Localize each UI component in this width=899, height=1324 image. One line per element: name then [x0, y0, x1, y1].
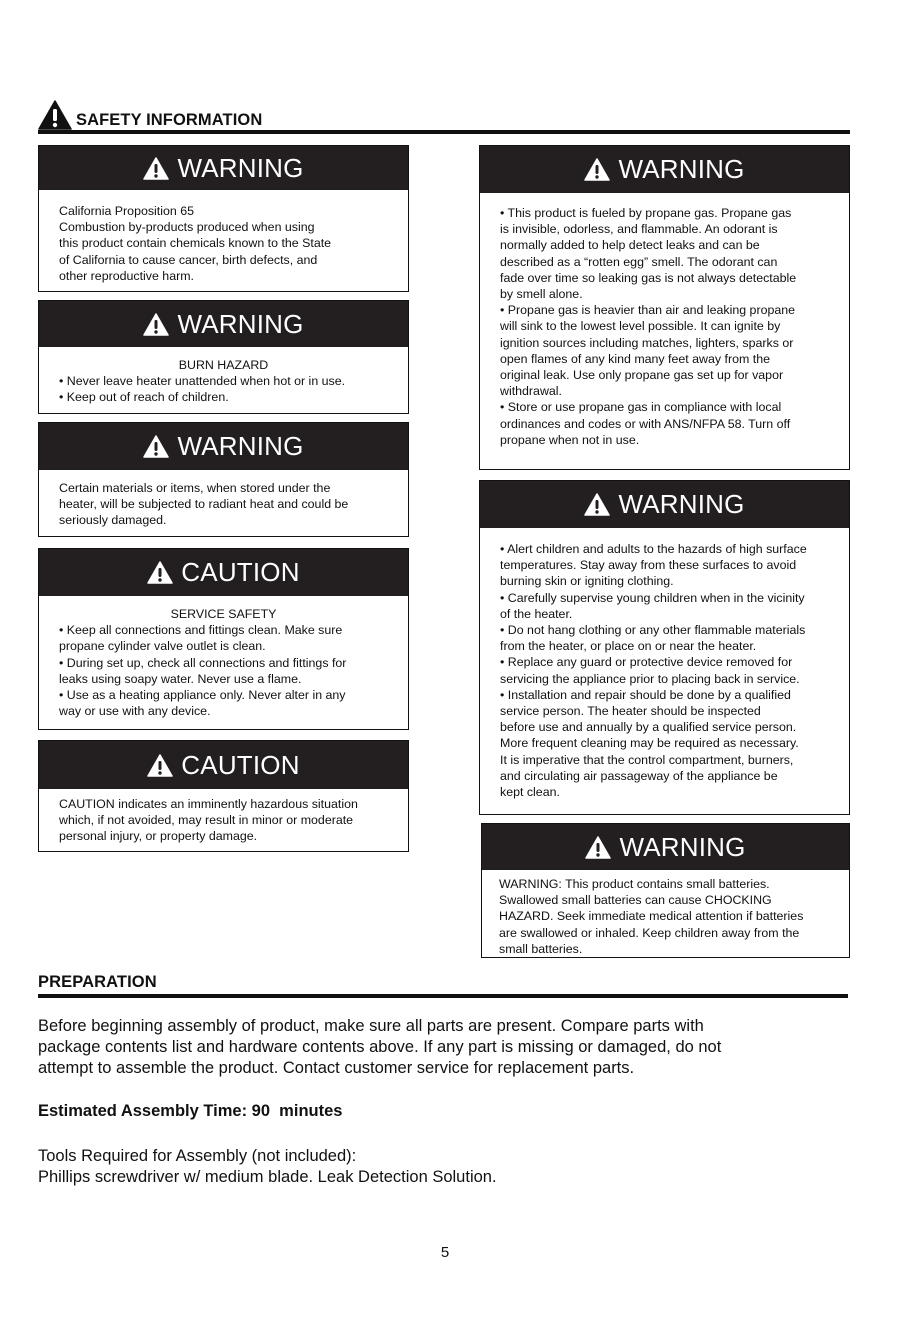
box-heading [39, 741, 408, 789]
warning-triangle-icon [38, 100, 72, 130]
box-line: personal injury, or property damage. [59, 829, 258, 844]
box-heading-text: WARNING [619, 831, 746, 862]
box-line: propane when not in use. [500, 432, 640, 447]
warning-triangle-icon [585, 836, 611, 859]
box-line: way or use with any device. [59, 704, 211, 719]
box-line: • Never leave heater unattended when hot or in use. [59, 374, 346, 389]
paragraph-line: Before beginning assembly of product, make sure all parts are present. Compare parts with [38, 1017, 704, 1035]
box-body [39, 789, 408, 845]
box-line: before use and annually by a qualified service person. [500, 720, 797, 735]
box-line: service person. The heater should be inspected [500, 704, 761, 719]
box-line: normally added to help detect leaks and can be [500, 238, 760, 253]
box-line: and circulating air passageway of the appliance be [500, 768, 778, 783]
box-line: of California to cause cancer, birth defects, and [59, 252, 318, 267]
paragraph-line: Tools Required for Assembly (not included): [38, 1147, 357, 1165]
box-line: ordinances and codes or with ANS/NFPA 58. Turn off [500, 416, 791, 431]
box-line: which, if not avoided, may result in minor or moderate [59, 813, 354, 828]
preparation-title: PREPARATION [38, 973, 157, 991]
box-line: • This product is fueled by propane gas. Propane gas [500, 206, 792, 220]
box-line: leaks using soapy water. Never use a flame. [59, 671, 302, 686]
box-line: • Propane gas is heavier than air and leaking propane [500, 303, 796, 318]
box-line: • Installation and repair should be done by a qualified [500, 687, 791, 702]
box-subtitle: BURN HAZARD [178, 358, 269, 372]
box-heading [480, 481, 849, 528]
box-line: • Do not hang clothing or any other flammable materials [500, 623, 806, 638]
warning-triangle-icon [584, 158, 610, 181]
box-line: from the heater, or place on or near the heater. [500, 639, 757, 654]
box-line: is invisible, odorless, and flammable. An odorant is [500, 222, 778, 237]
box-heading-text: CAUTION [181, 749, 300, 780]
safety-section-title: SAFETY INFORMATION [76, 110, 263, 129]
box-line: Swallowed small batteries can cause CHOCKING [499, 893, 772, 908]
box-line: withdrawal. [500, 384, 562, 399]
box-line: HAZARD. Seek immediate medical attention if batteries [499, 909, 804, 924]
caution-box-definition [38, 740, 409, 852]
box-heading [39, 301, 408, 347]
warning-triangle-icon [147, 561, 173, 584]
safety-section-header [38, 100, 262, 130]
box-line: are swallowed or inhaled. Keep children away from the [499, 925, 800, 940]
box-heading [39, 146, 408, 190]
box-line: other reproductive harm. [59, 268, 194, 283]
box-line: • Store or use propane gas in compliance with local [500, 400, 782, 415]
box-heading-text: CAUTION [181, 557, 300, 587]
box-line: open flames of any kind many feet away from the [500, 351, 770, 366]
box-line: of the heater. [500, 606, 573, 621]
warning-box-burn-hazard [38, 300, 409, 414]
box-heading-text: WARNING [177, 152, 304, 183]
box-line: ignition sources including matches, lighters, sparks or [500, 335, 794, 350]
box-heading [39, 423, 408, 470]
warning-triangle-icon [147, 754, 173, 777]
tools-required [38, 1146, 858, 1188]
box-line: • During set up, check all connections and fittings for [59, 655, 347, 670]
box-line: • Keep out of reach of children. [59, 390, 229, 405]
box-body [39, 347, 408, 406]
box-line: • Keep all connections and fittings clean. Make sure [59, 623, 343, 638]
paragraph-line: Phillips screwdriver w/ medium blade. Leak Detection Solution. [38, 1168, 497, 1186]
warning-triangle-icon [584, 493, 610, 516]
box-line: Combustion by-products produced when using [59, 220, 315, 235]
paragraph-line: attempt to assemble the product. Contact customer service for replacement parts. [38, 1059, 635, 1077]
box-line: burning skin or igniting clothing. [500, 574, 674, 589]
warning-triangle-icon [143, 435, 169, 458]
box-line: CAUTION indicates an imminently hazardous situation [59, 797, 358, 811]
box-line: • Carefully supervise young children when in the vicinity [500, 590, 805, 605]
box-body [480, 528, 849, 800]
box-line: seriously damaged. [59, 513, 167, 528]
box-line: California Proposition 65 [59, 204, 194, 218]
box-heading [482, 824, 849, 870]
box-heading-text: WARNING [177, 308, 304, 339]
box-subtitle: SERVICE SAFETY [170, 607, 277, 621]
warning-box-prop65 [38, 145, 409, 292]
warning-box-surface-hazards [479, 480, 850, 815]
box-heading-text: WARNING [177, 431, 304, 461]
box-line: • Alert children and adults to the hazards of high surface [500, 542, 807, 556]
box-line: described as a “rotten egg” smell. The odorant can [500, 254, 778, 269]
assembly-time: Estimated Assembly Time: 90 minutes [38, 1102, 343, 1120]
box-body [39, 190, 408, 284]
box-line: this product contain chemicals known to the State [59, 236, 332, 251]
box-line: temperatures. Stay away from these surfaces to avoid [500, 558, 797, 573]
box-line: kept clean. [500, 785, 560, 800]
box-heading-text: WARNING [618, 154, 745, 184]
paragraph-line: package contents list and hardware contents above. If any part is missing or damaged, do not [38, 1038, 722, 1056]
warning-box-propane [479, 145, 850, 470]
box-line: servicing the appliance prior to placing back in service. [500, 671, 800, 686]
box-line: Certain materials or items, when stored under the [59, 481, 331, 495]
box-body [482, 870, 849, 957]
box-line: It is imperative that the control compartment, burners, [500, 752, 794, 767]
box-line: heater, will be subjected to radiant heat and could be [59, 497, 349, 512]
box-line: • Use as a heating appliance only. Never alter in any [59, 688, 346, 703]
box-line: by smell alone. [500, 287, 583, 302]
warning-box-batteries [481, 823, 850, 958]
box-line: More frequent cleaning may be required as necessary. [500, 736, 799, 751]
box-line: • Replace any guard or protective device removed for [500, 655, 793, 670]
box-line: propane cylinder valve outlet is clean. [59, 639, 266, 654]
box-line: fade over time so leaking gas is not always detectable [500, 270, 797, 285]
box-body [480, 193, 849, 448]
box-line: small batteries. [499, 941, 583, 956]
page-number: 5 [440, 1244, 450, 1261]
box-body [39, 470, 408, 529]
box-line: WARNING: This product contains small batteries. [499, 877, 770, 891]
caution-box-service-safety [38, 548, 409, 730]
box-line: will sink to the lowest level possible. It can ignite by [500, 319, 781, 334]
box-line: original leak. Use only propane gas set up for vapor [500, 368, 784, 383]
preparation-rule [38, 994, 848, 998]
warning-triangle-icon [143, 313, 169, 336]
box-heading-text: WARNING [618, 489, 745, 519]
preparation-intro [38, 1016, 858, 1079]
box-heading [480, 146, 849, 193]
warning-triangle-icon [143, 157, 169, 180]
warning-box-radiant-heat [38, 422, 409, 537]
box-heading [39, 549, 408, 596]
safety-section-rule [38, 130, 850, 134]
box-body [39, 596, 408, 719]
